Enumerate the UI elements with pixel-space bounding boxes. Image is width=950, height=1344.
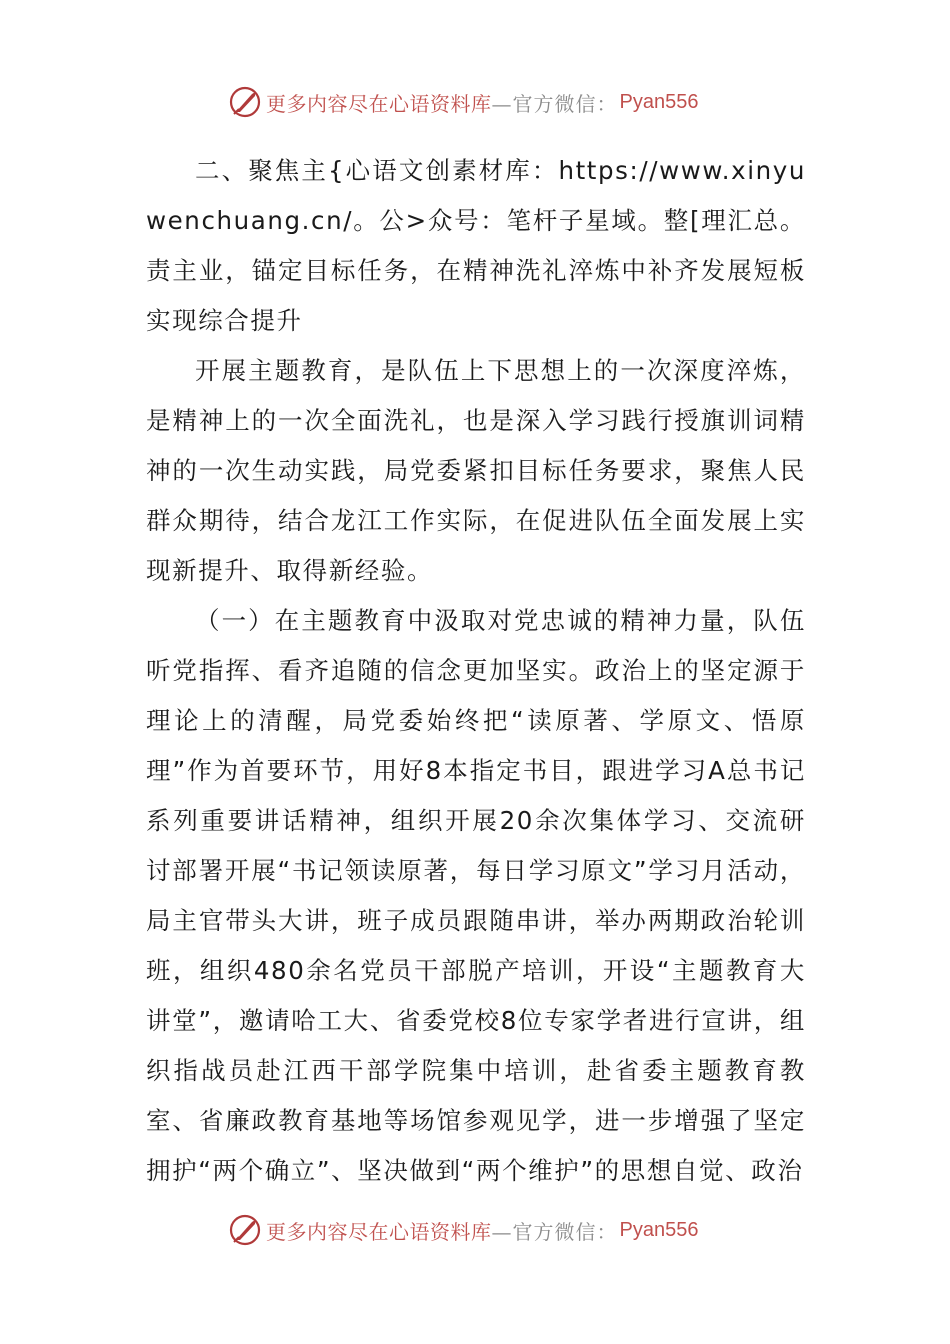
paragraph-intro: 开展主题教育，是队伍上下思想上的一次深度淬炼，是精神上的一次全面洗礼，也是深入学习践行授旗训词精神的一次生动实践，局党委紧扣目标任务要求，聚焦人民群众期待，结合龙江工作实际，在促进队伍全面发展上实现新提升、取得新经验。: [146, 356, 806, 585]
header-wechat-label: —官方微信：: [491, 91, 618, 116]
header-banner: [228, 82, 748, 122]
header-wechat-id: Pyan556: [619, 90, 699, 113]
paragraph-item-one: （一）在主题教育中汲取对党忠诚的精神力量，队伍听党指挥、看齐追随的信念更加坚实。政治上的坚定源于理论上的清醒，局党委始终把“读原著、学原文、悟原理”作为首要环节，用好8本指定书目，跟进学习A总书记系列重要讲话精神，组织开展20余次集体学习、交流研讨部署开展“书记领读原著，每日学习原文”学习月活动，局主官带头大讲，班子成员跟随串讲，举办两期政治轮训班，组织480余名党员干部脱产培训，开设“主题教育大讲堂”，邀请哈工大、省委党校8位专家学者进行宣讲，组织指战员赴江西干部学院集中培训，赴省委主题教育教室、省廉政教育基地等场馆参观见学，进一步增强了坚定拥护“两个确立”、坚决做到“两个维护”的思想自觉、政治: [146, 606, 806, 1185]
footer-wechat-label: —官方微信：: [491, 1219, 618, 1244]
document-body: [146, 146, 806, 1196]
paragraph-section-heading: 二、聚焦主{心语文创素材库：https://www.xinyuwenchuang.cn/。公>众号：笔杆子星域。整[理汇总。责主业，锚定目标任务，在精神洗礼淬炼中补齐发展短板实现综合提升: [146, 156, 806, 335]
footer-banner: [228, 1210, 748, 1250]
quill-logo-icon: [228, 85, 262, 119]
footer-brand: 更多内容尽在心语资料库: [266, 1219, 492, 1244]
footer-wechat-id: Pyan556: [619, 1218, 699, 1241]
header-brand: 更多内容尽在心语资料库: [266, 91, 492, 116]
quill-logo-icon: [228, 1213, 262, 1247]
